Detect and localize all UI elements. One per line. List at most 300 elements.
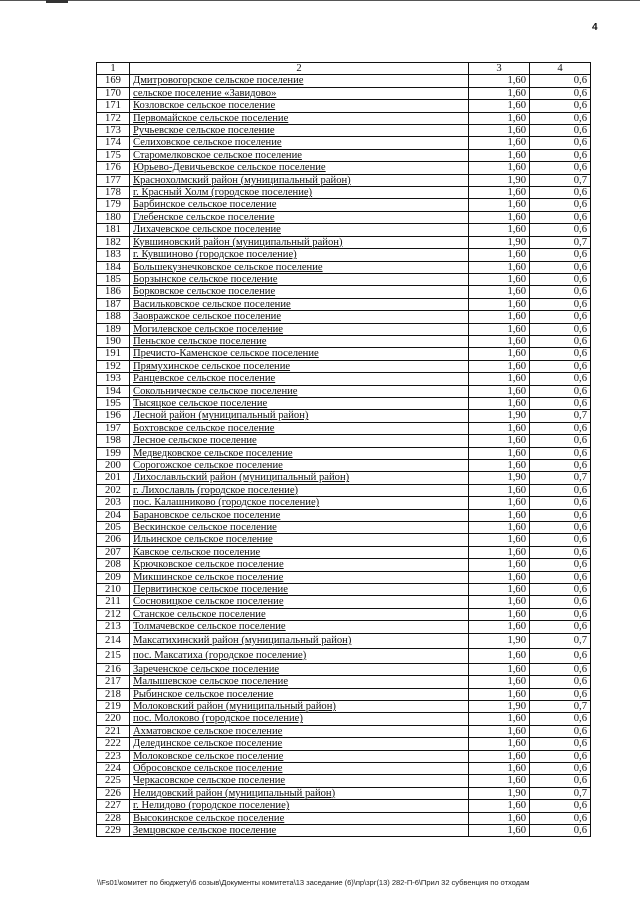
coefficient-3-cell: 1,60 — [469, 738, 530, 750]
settlement-name-text: Первомайское сельское поселение — [133, 112, 289, 124]
coefficient-3-cell: 1,60 — [469, 75, 530, 87]
row-number-cell: 200 — [97, 460, 130, 472]
row-number-cell: 217 — [97, 676, 130, 688]
settlement-name-text: Лихославльский район (муниципальный район) — [133, 472, 350, 484]
coefficient-3-cell: 1,60 — [469, 725, 530, 737]
table-row — [97, 460, 591, 472]
settlement-name-cell — [130, 311, 469, 323]
row-number-cell: 226 — [97, 787, 130, 799]
table-row — [97, 596, 591, 608]
coefficient-3-cell: 1,90 — [469, 472, 530, 484]
row-number-cell: 228 — [97, 812, 130, 824]
settlement-name-cell — [130, 335, 469, 347]
table-row — [97, 360, 591, 372]
table-row — [97, 162, 591, 174]
settlement-name-text: Молоковское сельское поселение — [133, 750, 284, 762]
table-row — [97, 522, 591, 534]
table-row — [97, 273, 591, 285]
settlement-name-text: Пречисто-Каменское сельское поселение — [133, 348, 319, 360]
coefficient-4-cell: 0,6 — [530, 621, 591, 633]
row-number-cell: 184 — [97, 261, 130, 273]
table-row — [97, 311, 591, 323]
top-edge-mark — [46, 0, 68, 3]
table-row — [97, 571, 591, 583]
row-number-cell: 224 — [97, 762, 130, 774]
coefficient-4-cell: 0,6 — [530, 311, 591, 323]
coefficient-4-cell: 0,7 — [530, 700, 591, 712]
settlement-name-cell — [130, 348, 469, 360]
table-row — [97, 87, 591, 99]
coefficient-4-cell: 0,6 — [530, 249, 591, 261]
coefficient-3-cell: 1,90 — [469, 174, 530, 186]
settlement-name-text: пос. Максатиха (городское поселение) — [133, 649, 307, 661]
coefficient-3-cell: 1,60 — [469, 373, 530, 385]
settlement-name-text: Борзынское сельское поселение — [133, 273, 278, 285]
settlement-name-cell — [130, 273, 469, 285]
coefficient-4-cell: 0,6 — [530, 800, 591, 812]
settlement-name-cell — [130, 187, 469, 199]
settlement-name-text: Васильковское сельское поселение — [133, 298, 291, 310]
table-row — [97, 435, 591, 447]
settlement-name-cell — [130, 249, 469, 261]
coefficient-4-cell: 0,6 — [530, 360, 591, 372]
settlement-name-cell — [130, 738, 469, 750]
coefficient-3-cell: 1,60 — [469, 546, 530, 558]
table-row — [97, 663, 591, 675]
coefficient-4-cell: 0,7 — [530, 410, 591, 422]
table-row — [97, 199, 591, 211]
settlement-name-text: Кувшиновский район (муниципальный район) — [133, 236, 343, 248]
row-number-cell: 171 — [97, 100, 130, 112]
coefficient-4-cell: 0,6 — [530, 112, 591, 124]
coefficient-4-cell: 0,6 — [530, 509, 591, 521]
row-number-cell: 208 — [97, 559, 130, 571]
row-number-cell: 179 — [97, 199, 130, 211]
settlement-name-cell — [130, 211, 469, 223]
table-row — [97, 422, 591, 434]
row-number-cell: 221 — [97, 725, 130, 737]
row-number-cell: 215 — [97, 648, 130, 663]
coefficient-3-cell: 1,90 — [469, 700, 530, 712]
coefficient-3-cell: 1,60 — [469, 608, 530, 620]
table-row — [97, 472, 591, 484]
settlement-name-text: Молоковский район (муниципальный район) — [133, 700, 336, 712]
settlement-name-cell — [130, 397, 469, 409]
settlement-name-text: Лихачевское сельское поселение — [133, 224, 281, 236]
settlement-name-text: Сосновицкое сельское поселение — [133, 596, 284, 608]
coefficient-4-cell: 0,6 — [530, 571, 591, 583]
settlement-name-cell — [130, 787, 469, 799]
coefficient-3-cell: 1,60 — [469, 87, 530, 99]
row-number-cell: 178 — [97, 187, 130, 199]
row-number-cell: 196 — [97, 410, 130, 422]
table-row — [97, 447, 591, 459]
table-row — [97, 676, 591, 688]
coefficient-3-cell: 1,60 — [469, 484, 530, 496]
settlement-name-cell — [130, 775, 469, 787]
table-row — [97, 261, 591, 273]
coefficient-4-cell: 0,6 — [530, 484, 591, 496]
settlement-name-cell — [130, 596, 469, 608]
settlement-name-cell — [130, 608, 469, 620]
table-body — [97, 75, 591, 837]
coefficient-4-cell: 0,6 — [530, 100, 591, 112]
settlement-name-text: сельское поселение «Завидово» — [133, 87, 277, 99]
table-row — [97, 236, 591, 248]
row-number-cell: 170 — [97, 87, 130, 99]
settlement-name-text: Толмачевское сельское поселение — [133, 621, 286, 633]
settlement-name-cell — [130, 373, 469, 385]
settlement-name-text: Козловское сельское поселение — [133, 100, 276, 112]
settlement-name-cell — [130, 497, 469, 509]
settlement-name-cell — [130, 472, 469, 484]
coefficient-3-cell: 1,60 — [469, 648, 530, 663]
coefficient-3-cell: 1,60 — [469, 224, 530, 236]
coefficient-4-cell: 0,6 — [530, 663, 591, 675]
coefficient-3-cell: 1,60 — [469, 800, 530, 812]
settlement-name-cell — [130, 162, 469, 174]
settlement-name-text: Пеньское сельское поселение — [133, 335, 267, 347]
table-row — [97, 509, 591, 521]
coefficient-4-cell: 0,6 — [530, 211, 591, 223]
row-number-cell: 205 — [97, 522, 130, 534]
coefficient-4-cell: 0,6 — [530, 559, 591, 571]
table-row — [97, 75, 591, 87]
settlement-name-cell — [130, 360, 469, 372]
coefficient-4-cell: 0,6 — [530, 335, 591, 347]
settlement-name-cell — [130, 236, 469, 248]
row-number-cell: 189 — [97, 323, 130, 335]
settlement-name-text: Краснохолмский район (муниципальный район) — [133, 174, 351, 186]
table-row — [97, 385, 591, 397]
row-number-cell: 222 — [97, 738, 130, 750]
row-number-cell: 177 — [97, 174, 130, 186]
coefficient-3-cell: 1,60 — [469, 509, 530, 521]
settlement-name-cell — [130, 460, 469, 472]
table-row — [97, 725, 591, 737]
settlement-name-text: г. Красный Холм (городское поселение) — [133, 187, 313, 199]
row-number-cell: 192 — [97, 360, 130, 372]
row-number-cell: 219 — [97, 700, 130, 712]
settlement-name-cell — [130, 224, 469, 236]
coefficient-4-cell: 0,6 — [530, 298, 591, 310]
settlement-name-cell — [130, 484, 469, 496]
settlement-name-text: Бохтовское сельское поселение — [133, 422, 275, 434]
coefficient-4-cell: 0,6 — [530, 546, 591, 558]
settlement-name-text: Рыбинское сельское поселение — [133, 688, 274, 700]
row-number-cell: 203 — [97, 497, 130, 509]
coefficient-3-cell: 1,60 — [469, 460, 530, 472]
settlement-name-text: Барановское сельское поселение — [133, 509, 281, 521]
coefficient-4-cell: 0,6 — [530, 497, 591, 509]
table-row — [97, 249, 591, 261]
settlement-name-cell — [130, 762, 469, 774]
settlement-name-cell — [130, 750, 469, 762]
row-number-cell: 223 — [97, 750, 130, 762]
table-row — [97, 410, 591, 422]
table-row — [97, 112, 591, 124]
row-number-cell: 201 — [97, 472, 130, 484]
settlement-name-text: Заовражское сельское поселение — [133, 311, 282, 323]
settlement-name-text: Ахматовское сельское поселение — [133, 725, 283, 737]
settlement-name-cell — [130, 725, 469, 737]
row-number-cell: 197 — [97, 422, 130, 434]
coefficient-4-cell: 0,6 — [530, 435, 591, 447]
coefficient-3-cell: 1,60 — [469, 497, 530, 509]
table-row — [97, 497, 591, 509]
coefficient-4-cell: 0,7 — [530, 236, 591, 248]
settlement-name-text: Селиховское сельское поселение — [133, 137, 282, 149]
settlement-name-text: Максатихинский район (муниципальный район) — [133, 634, 352, 646]
settlement-name-cell — [130, 125, 469, 137]
settlement-name-text: Большекузнечковское сельское поселение — [133, 261, 323, 273]
settlement-name-cell — [130, 633, 469, 648]
settlement-name-cell — [130, 522, 469, 534]
top-edge-rule — [0, 0, 640, 1]
settlement-name-text: Старомелковское сельское поселение — [133, 149, 302, 161]
settlement-name-cell — [130, 571, 469, 583]
table-row — [97, 534, 591, 546]
settlement-name-text: Глебенское сельское поселение — [133, 211, 275, 223]
table-row — [97, 688, 591, 700]
row-number-cell: 176 — [97, 162, 130, 174]
coefficient-4-cell: 0,6 — [530, 137, 591, 149]
table-row — [97, 633, 591, 648]
settlement-name-cell — [130, 546, 469, 558]
settlement-name-cell — [130, 410, 469, 422]
settlement-name-text: Сокольническое сельское поселение — [133, 385, 298, 397]
settlement-name-text: Земцовское сельское поселение — [133, 824, 277, 836]
coefficient-3-cell: 1,90 — [469, 787, 530, 799]
row-number-cell: 202 — [97, 484, 130, 496]
settlement-name-text: Сорогожское сельское поселение — [133, 460, 283, 471]
settlement-name-text: Обросовское сельское поселение — [133, 762, 283, 774]
settlement-name-text: Дмитровогорское сельское поселение — [133, 75, 304, 87]
coefficient-4-cell: 0,6 — [530, 460, 591, 472]
settlement-name-text: Могилевское сельское поселение — [133, 323, 284, 335]
coefficient-3-cell: 1,60 — [469, 137, 530, 149]
coefficient-4-cell: 0,6 — [530, 199, 591, 211]
settlement-name-cell — [130, 663, 469, 675]
table-row — [97, 323, 591, 335]
table-row — [97, 373, 591, 385]
coefficient-3-cell: 1,60 — [469, 187, 530, 199]
coefficient-3-cell: 1,60 — [469, 348, 530, 360]
row-number-cell: 195 — [97, 397, 130, 409]
settlement-name-text: Лесной район (муниципальный район) — [133, 410, 309, 422]
coefficient-4-cell: 0,6 — [530, 323, 591, 335]
coefficient-3-cell: 1,60 — [469, 112, 530, 124]
coefficient-3-cell: 1,60 — [469, 323, 530, 335]
row-number-cell: 190 — [97, 335, 130, 347]
row-number-cell: 198 — [97, 435, 130, 447]
coefficient-3-cell: 1,60 — [469, 522, 530, 534]
coefficient-4-cell: 0,6 — [530, 385, 591, 397]
settlement-name-cell — [130, 534, 469, 546]
row-number-cell: 188 — [97, 311, 130, 323]
coefficient-4-cell: 0,6 — [530, 75, 591, 87]
row-number-cell: 191 — [97, 348, 130, 360]
row-number-cell: 186 — [97, 286, 130, 298]
coefficient-4-cell: 0,6 — [530, 750, 591, 762]
settlement-name-cell — [130, 559, 469, 571]
column-header: 4 — [530, 63, 591, 75]
row-number-cell: 183 — [97, 249, 130, 261]
coefficient-4-cell: 0,6 — [530, 149, 591, 161]
coefficient-3-cell: 1,60 — [469, 273, 530, 285]
coefficient-4-cell: 0,6 — [530, 273, 591, 285]
settlement-name-text: Микшинское сельское поселение — [133, 571, 284, 583]
table-row — [97, 149, 591, 161]
settlement-name-text: Тысяцкое сельское поселение — [133, 397, 268, 409]
table-row — [97, 812, 591, 824]
row-number-cell: 182 — [97, 236, 130, 248]
data-table — [96, 62, 591, 837]
settlement-name-text: г. Нелидово (городское поселение) — [133, 800, 290, 812]
table-row — [97, 546, 591, 558]
table-row — [97, 211, 591, 223]
coefficient-3-cell: 1,60 — [469, 199, 530, 211]
row-number-cell: 214 — [97, 633, 130, 648]
coefficient-3-cell: 1,60 — [469, 100, 530, 112]
settlement-name-text: Первитинское сельское поселение — [133, 584, 288, 596]
row-number-cell: 172 — [97, 112, 130, 124]
coefficient-3-cell: 1,60 — [469, 775, 530, 787]
settlement-name-cell — [130, 149, 469, 161]
settlement-name-text: Медведковское сельское поселение — [133, 447, 293, 459]
settlement-name-cell — [130, 199, 469, 211]
coefficient-4-cell: 0,6 — [530, 125, 591, 137]
coefficient-4-cell: 0,6 — [530, 608, 591, 620]
coefficient-3-cell: 1,60 — [469, 447, 530, 459]
coefficient-3-cell: 1,60 — [469, 211, 530, 223]
coefficient-4-cell: 0,6 — [530, 397, 591, 409]
coefficient-3-cell: 1,60 — [469, 360, 530, 372]
settlement-name-text: Малышевское сельское поселение — [133, 676, 289, 688]
row-number-cell: 194 — [97, 385, 130, 397]
settlement-name-cell — [130, 584, 469, 596]
coefficient-3-cell: 1,60 — [469, 249, 530, 261]
row-number-cell: 180 — [97, 211, 130, 223]
table-row — [97, 787, 591, 799]
row-number-cell: 181 — [97, 224, 130, 236]
coefficient-4-cell: 0,6 — [530, 812, 591, 824]
table-row — [97, 700, 591, 712]
coefficient-3-cell: 1,60 — [469, 162, 530, 174]
row-number-cell: 174 — [97, 137, 130, 149]
settlement-name-cell — [130, 261, 469, 273]
row-number-cell: 169 — [97, 75, 130, 87]
coefficient-3-cell: 1,60 — [469, 676, 530, 688]
coefficient-3-cell: 1,60 — [469, 762, 530, 774]
table-row — [97, 648, 591, 663]
row-number-cell: 211 — [97, 596, 130, 608]
settlement-name-cell — [130, 713, 469, 725]
coefficient-3-cell: 1,60 — [469, 596, 530, 608]
table-row — [97, 824, 591, 836]
settlement-name-cell — [130, 509, 469, 521]
table-row — [97, 335, 591, 347]
settlement-name-text: Нелидовский район (муниципальный район) — [133, 787, 336, 799]
row-number-cell: 187 — [97, 298, 130, 310]
table-row — [97, 348, 591, 360]
settlement-name-cell — [130, 676, 469, 688]
coefficient-4-cell: 0,7 — [530, 472, 591, 484]
settlement-name-cell — [130, 812, 469, 824]
row-number-cell: 199 — [97, 447, 130, 459]
coefficient-3-cell: 1,60 — [469, 298, 530, 310]
settlement-name-cell — [130, 112, 469, 124]
coefficient-4-cell: 0,6 — [530, 824, 591, 836]
settlement-name-cell — [130, 137, 469, 149]
settlement-name-text: Прямухинское сельское поселение — [133, 360, 291, 372]
table-row — [97, 738, 591, 750]
coefficient-4-cell: 0,6 — [530, 422, 591, 434]
coefficient-4-cell: 0,6 — [530, 187, 591, 199]
coefficient-3-cell: 1,60 — [469, 824, 530, 836]
column-header: 1 — [97, 63, 130, 75]
coefficient-3-cell: 1,60 — [469, 149, 530, 161]
settlement-name-cell — [130, 286, 469, 298]
coefficient-3-cell: 1,60 — [469, 621, 530, 633]
coefficient-4-cell: 0,6 — [530, 162, 591, 174]
settlement-name-text: г. Кувшиново (городское поселение) — [133, 249, 297, 261]
page-number: 4 — [592, 22, 598, 33]
settlement-name-cell — [130, 800, 469, 812]
table-row — [97, 397, 591, 409]
settlement-name-cell — [130, 435, 469, 447]
coefficient-4-cell: 0,6 — [530, 725, 591, 737]
column-header: 2 — [130, 63, 469, 75]
coefficient-4-cell: 0,6 — [530, 261, 591, 273]
settlement-name-cell — [130, 824, 469, 836]
table-row — [97, 137, 591, 149]
coefficient-4-cell: 0,6 — [530, 584, 591, 596]
table-row — [97, 800, 591, 812]
coefficient-3-cell: 1,60 — [469, 385, 530, 397]
coefficient-4-cell: 0,6 — [530, 596, 591, 608]
table-row — [97, 224, 591, 236]
coefficient-3-cell: 1,60 — [469, 397, 530, 409]
row-number-cell: 227 — [97, 800, 130, 812]
coefficient-4-cell: 0,6 — [530, 522, 591, 534]
settlement-name-text: Ручьевское сельское поселение — [133, 125, 275, 137]
table-row — [97, 559, 591, 571]
coefficient-4-cell: 0,6 — [530, 648, 591, 663]
row-number-cell: 225 — [97, 775, 130, 787]
row-number-cell: 210 — [97, 584, 130, 596]
coefficient-4-cell: 0,6 — [530, 534, 591, 546]
table-row — [97, 187, 591, 199]
settlement-name-cell — [130, 323, 469, 335]
table-row — [97, 775, 591, 787]
settlement-name-text: Кавское сельское поселение — [133, 546, 261, 558]
coefficient-3-cell: 1,60 — [469, 584, 530, 596]
coefficient-3-cell: 1,90 — [469, 410, 530, 422]
table-header-row — [97, 63, 591, 75]
row-number-cell: 173 — [97, 125, 130, 137]
coefficient-4-cell: 0,6 — [530, 688, 591, 700]
settlement-name-cell — [130, 100, 469, 112]
settlement-name-cell — [130, 385, 469, 397]
coefficient-4-cell: 0,7 — [530, 787, 591, 799]
settlement-name-cell — [130, 422, 469, 434]
row-number-cell: 216 — [97, 663, 130, 675]
settlement-name-text: Вескинское сельское поселение — [133, 522, 277, 534]
settlement-name-text: пос. Калашниково (городское поселение) — [133, 497, 320, 509]
settlement-name-cell — [130, 174, 469, 186]
settlement-name-cell — [130, 688, 469, 700]
